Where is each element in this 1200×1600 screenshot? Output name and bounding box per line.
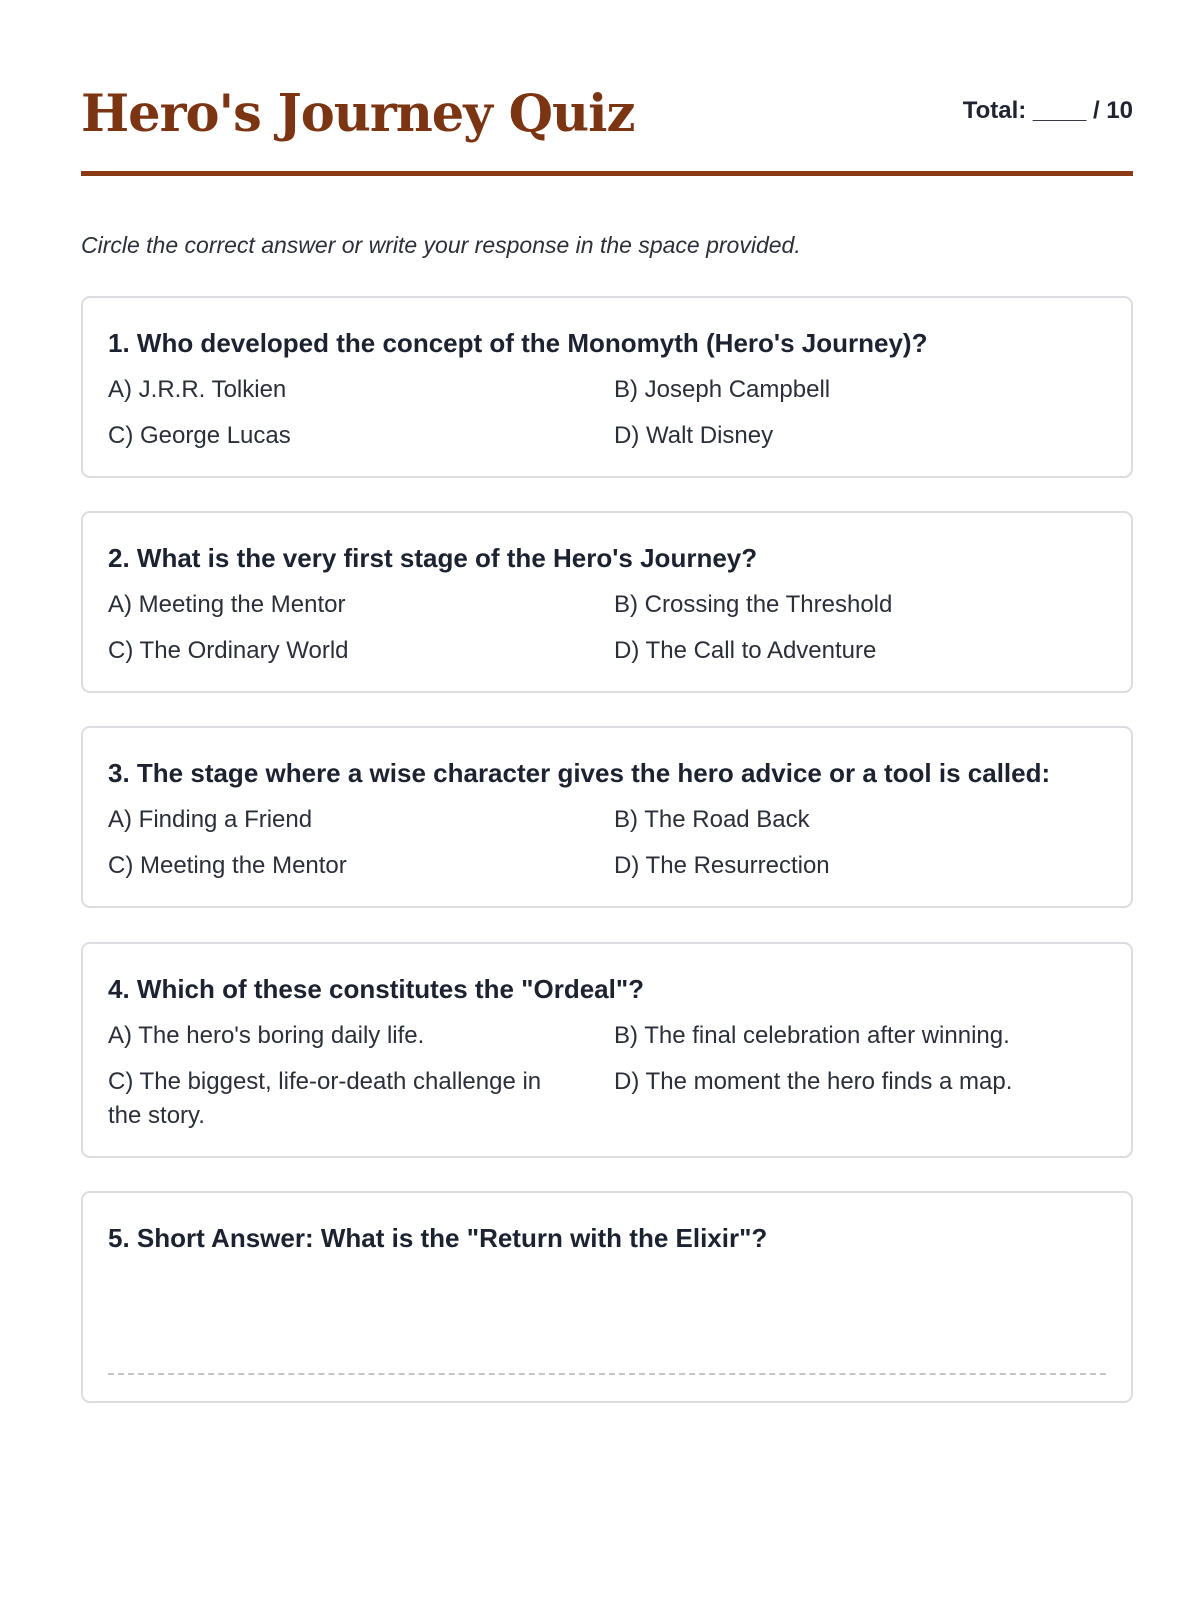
question-text: 3. The stage where a wise character gives the hero advice or a tool is called:	[108, 758, 1051, 788]
answer-option-c[interactable]: C) The biggest, life-or-death challenge in the story.	[108, 1068, 542, 1129]
quiz-header	[81, 0, 1133, 176]
answer-option-b[interactable]: B) Crossing the Threshold	[614, 591, 893, 618]
question-card-2	[81, 511, 1133, 693]
answer-option-b[interactable]: B) Joseph Campbell	[614, 376, 831, 403]
question-text: 2. What is the very first stage of the Hero's Journey?	[108, 543, 758, 573]
answer-option-d[interactable]: D) The Call to Adventure	[614, 637, 877, 664]
answer-option-b[interactable]: B) The Road Back	[614, 806, 810, 833]
answer-option-c[interactable]: C) The Ordinary World	[108, 637, 349, 664]
instructions: Circle the correct answer or write your response in the space provided.	[81, 232, 801, 258]
quiz-page	[81, 0, 1133, 1253]
short-answer-line[interactable]	[108, 1373, 1106, 1375]
question-card-3	[81, 726, 1133, 908]
answer-option-d[interactable]: D) The moment the hero finds a map.	[614, 1068, 1013, 1095]
question-card-4	[81, 942, 1133, 1158]
answer-option-a[interactable]: A) J.R.R. Tolkien	[108, 376, 287, 403]
answer-option-b[interactable]: B) The final celebration after winning.	[614, 1022, 1010, 1049]
answer-option-d[interactable]: D) Walt Disney	[614, 422, 774, 449]
answer-option-c[interactable]: C) Meeting the Mentor	[108, 852, 347, 879]
question-card-1	[81, 296, 1133, 478]
answer-option-d[interactable]: D) The Resurrection	[614, 852, 830, 879]
question-text: 5. Short Answer: What is the "Return with the Elixir"?	[108, 1223, 768, 1253]
question-text: 4. Which of these constitutes the "Ordeal"?	[108, 974, 645, 1004]
answer-option-a[interactable]: A) The hero's boring daily life.	[108, 1022, 425, 1049]
question-card-5	[81, 1191, 1133, 1403]
answer-option-c[interactable]: C) George Lucas	[108, 422, 291, 449]
page-title: Hero's Journey Quiz	[81, 84, 635, 144]
question-text: 1. Who developed the concept of the Monomyth (Hero's Journey)?	[108, 328, 928, 358]
answer-option-a[interactable]: A) Meeting the Mentor	[108, 591, 346, 618]
total-score: Total: ____ / 10	[962, 97, 1133, 124]
answer-option-a[interactable]: A) Finding a Friend	[108, 806, 313, 833]
